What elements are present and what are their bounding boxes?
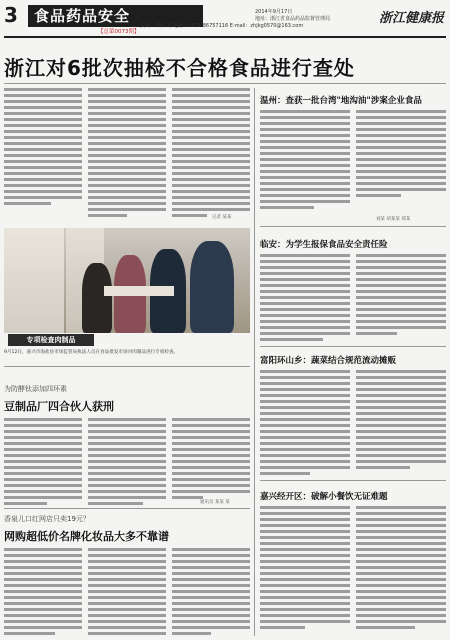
sidebar-3-col-2 [356, 370, 446, 472]
page-number: 3 [4, 3, 18, 27]
story3-headline: 网购超低价名牌化妆品大多不靠谱 [4, 530, 169, 543]
sidebar-2-col-2 [356, 254, 446, 338]
main-story-col-3 [172, 88, 250, 220]
header-rule [4, 36, 446, 38]
photo-person-1 [82, 263, 112, 333]
section-title: 食品药品安全 [28, 5, 203, 27]
story3-col-1 [4, 548, 82, 638]
photo-inspector [190, 241, 234, 333]
story3-col-2 [88, 548, 166, 638]
story3-col-3 [172, 548, 250, 638]
sidebar-1-col-2 [356, 110, 446, 200]
main-headline: 浙江对6批次抽检不合格食品进行查处 [4, 56, 355, 80]
sidebar-4-col-1 [260, 506, 350, 632]
address-line: 地址：浙江省食品药品监督管理局 [255, 16, 331, 22]
main-story-author: 记者 某某 [212, 215, 232, 220]
inspection-photo [4, 228, 250, 333]
story2-col-3 [172, 418, 250, 502]
sidebar-1-col-1 [260, 110, 350, 212]
main-story-col-2 [88, 88, 166, 220]
sidebar-rule-1 [260, 226, 446, 227]
story2-bottom-rule [4, 508, 250, 509]
story2-col-1 [4, 418, 82, 508]
column-divider [254, 88, 255, 636]
photo-bottom-rule [4, 366, 250, 367]
photo-caption-text: 9月12日，嘉兴市海盐县市场监管局执法人员在食品批发市场对肉制品进行专项检查。 [4, 350, 179, 355]
newspaper-masthead: 浙江健康报 [378, 11, 444, 26]
sidebar-headline-4: 嘉兴经开区：破解小餐饮无证难题 [260, 492, 388, 502]
main-story-col-1 [4, 88, 82, 208]
headline-rule [4, 83, 446, 84]
sidebar-rule-3 [260, 480, 446, 481]
photo-counter [104, 286, 174, 296]
photo-caption-label: 专项检查肉制品 [8, 334, 94, 346]
sidebar-3-col-1 [260, 370, 350, 478]
editor-line: 责编：郑某 某 电话：0571-86757116 E-mail：zhjkg0570@163.com [140, 23, 304, 29]
header-meta [140, 9, 331, 29]
sidebar-1-byline: 刘某 胡某某 郑某 [376, 217, 411, 222]
issue-number: 【总第0073期】 [98, 29, 140, 35]
sidebar-headline-2: 临安：为学生报保食品安全责任险 [260, 240, 388, 250]
story2-byline: 通讯员 某某 某 [200, 500, 230, 505]
sidebar-headline-3: 富阳环山乡：蔬菜结合规范流动摊贩 [260, 356, 397, 366]
story2-col-2 [88, 418, 166, 508]
sidebar-headline-1: 温州：查获一批台湾"地沟油"涉案企业食品 [260, 96, 422, 106]
story2-kicker: 为防酵钛添加四环素 [4, 385, 67, 393]
photo-shelf-left [4, 228, 64, 333]
date-line: 2014年9月17日 [255, 9, 293, 15]
story3-kicker: 香泉儿口红网店只卖19元？ [4, 515, 90, 523]
sidebar-4-col-2 [356, 506, 446, 632]
sidebar-rule-2 [260, 346, 446, 347]
sidebar-2-col-1 [260, 254, 350, 344]
story2-headline: 豆制品厂四合伙人获刑 [4, 400, 114, 413]
